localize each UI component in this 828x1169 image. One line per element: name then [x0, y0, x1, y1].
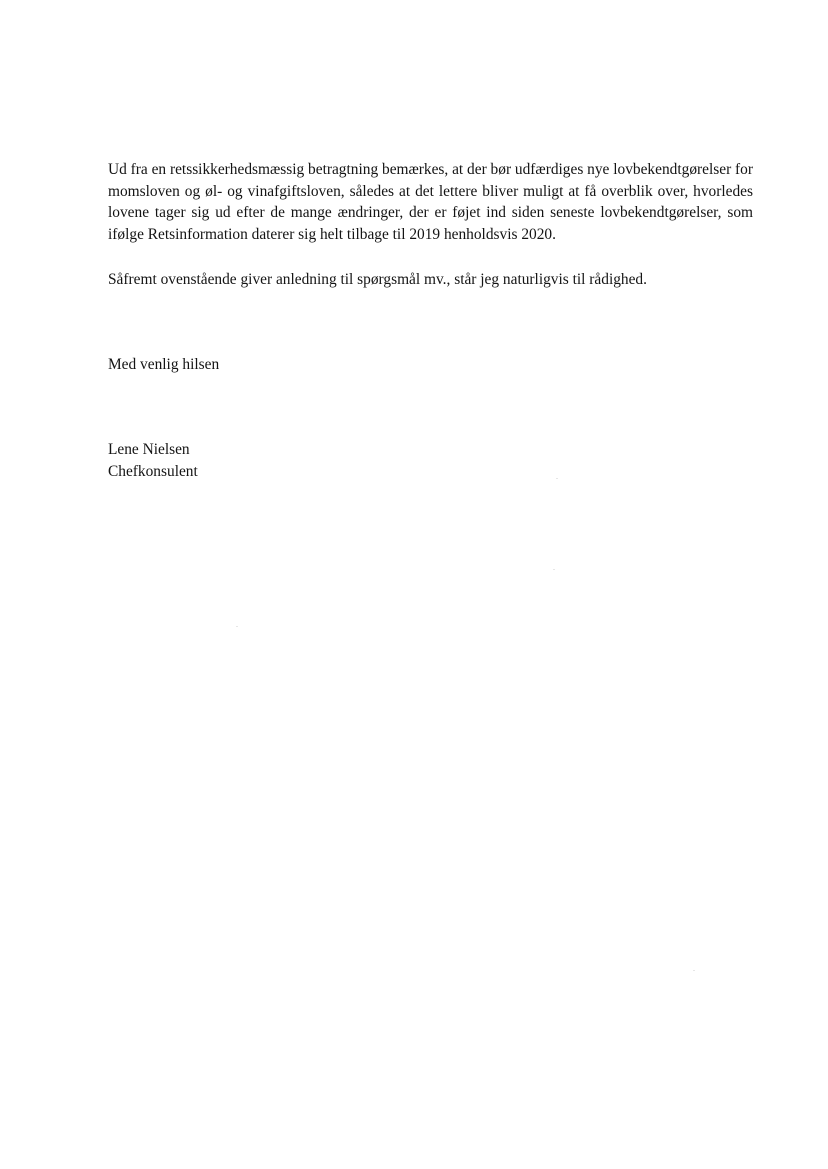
body-paragraph-recommendation: Ud fra en retssikkerhedsmæssig betragtning bemærkes, at der bør udfærdiges nye lovbekendtgørelser for momsloven og øl- og vinafgiftsloven, således at det lettere bliver muligt at få overblik over, hvorledes lovene tager sig ud efter de mange ændringer, der er føjet ind siden seneste lovbekendtgørelser, som ifølge Retsinformation daterer sig helt tilbage til 2019 henholdsvis 2020.	[108, 161, 753, 243]
closing-greeting: Med venlig hilsen	[108, 356, 220, 373]
scan-speck	[236, 626, 238, 627]
signature-title: Chefkonsulent	[108, 463, 198, 480]
body-paragraph-contact-offer: Såfremt ovenstående giver anledning til spørgsmål mv., står jeg naturligvis til rådighed.	[108, 271, 647, 288]
scan-speck	[553, 569, 555, 570]
signature-name: Lene Nielsen	[108, 441, 190, 458]
scan-speck	[556, 478, 558, 479]
scan-speck	[693, 970, 695, 971]
